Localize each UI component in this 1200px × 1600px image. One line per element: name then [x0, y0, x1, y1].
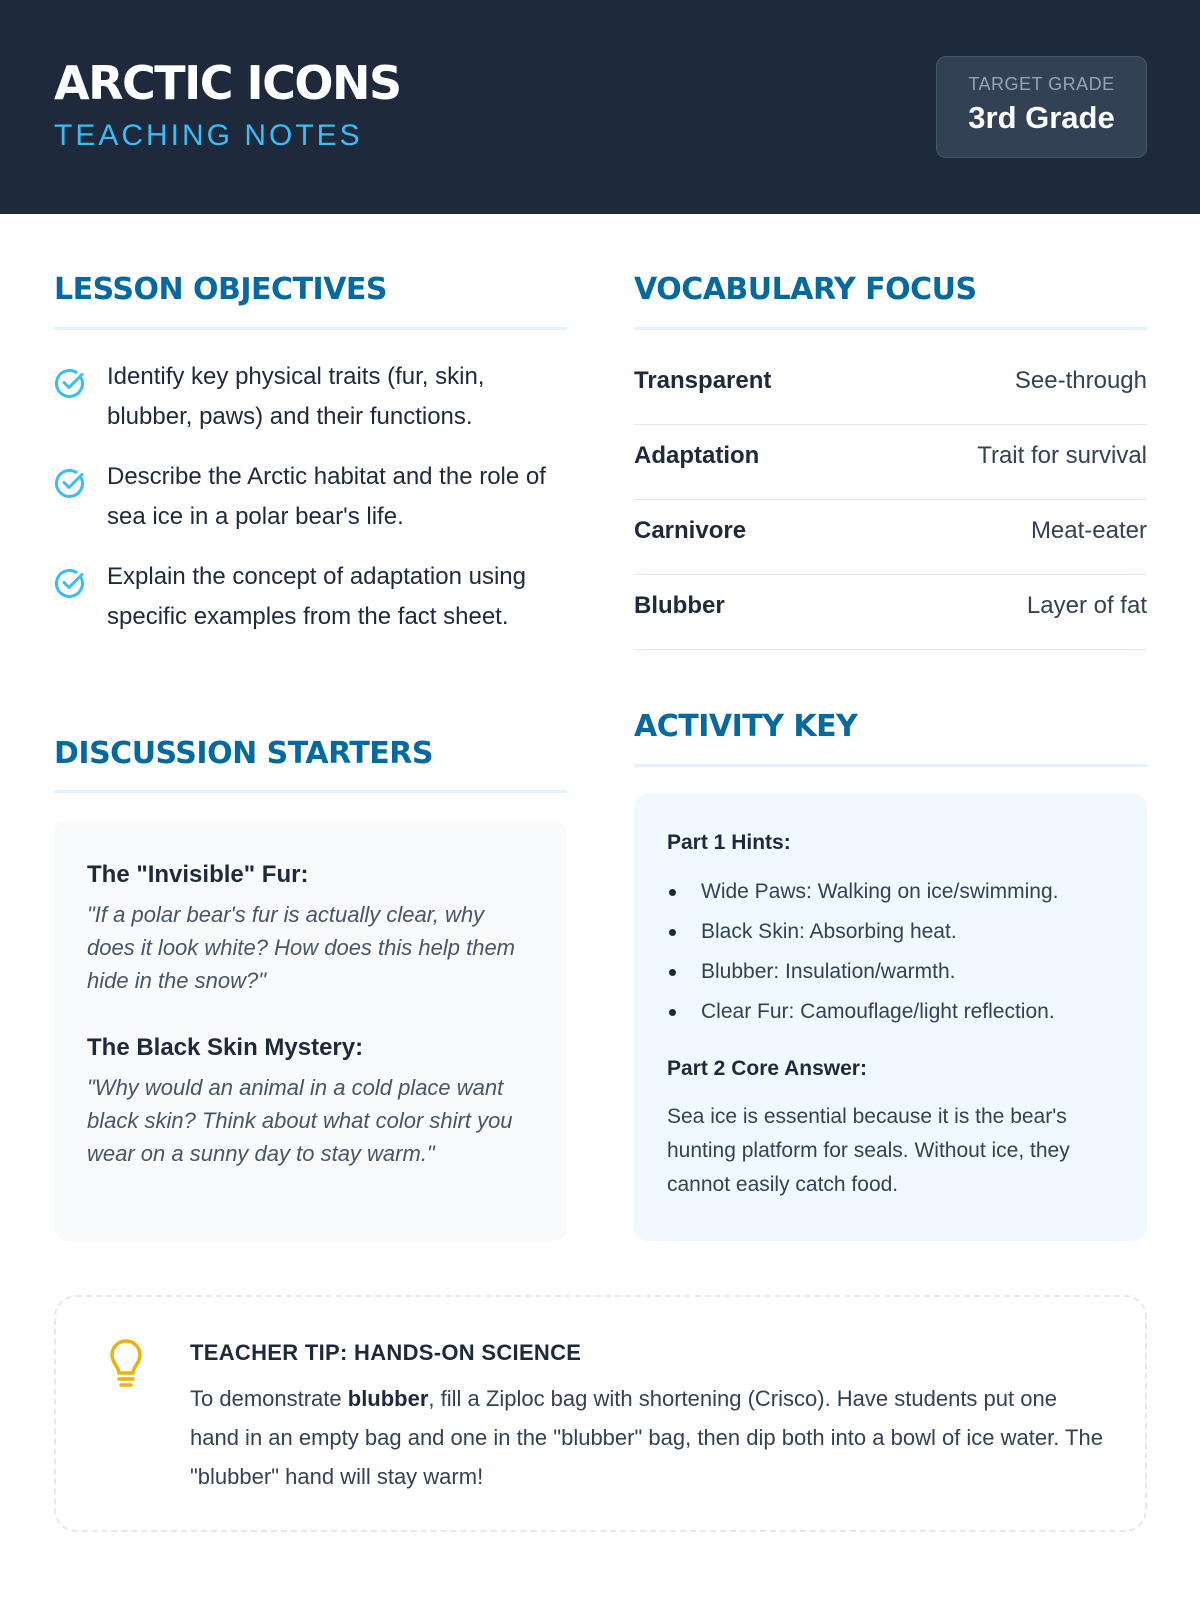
- lightbulb-icon: [106, 1339, 146, 1391]
- part2-heading: Part 2 Core Answer:: [667, 1057, 867, 1080]
- tip-text-before: To demonstrate: [190, 1386, 348, 1411]
- vocab-row: [634, 500, 1147, 575]
- target-grade-badge: [936, 56, 1147, 158]
- hints-list: [667, 872, 1127, 1032]
- target-grade-value: 3rd Grade: [968, 100, 1115, 135]
- vocab-term: Transparent: [634, 367, 772, 394]
- activity-key-card: [634, 794, 1147, 1241]
- page-header: [0, 0, 1200, 214]
- tip-text-bold: blubber: [347, 1386, 429, 1411]
- page-subtitle: TEACHING NOTES: [54, 119, 363, 152]
- hint-item: Clear Fur: Camouflage/light reflection.: [667, 992, 1127, 1032]
- lesson-objectives-heading: LESSON OBJECTIVES: [54, 272, 388, 307]
- discussion-quote: "Why would an animal in a cold place want black skin? Think about what color shirt you wear on a sunny day to stay warm.": [87, 1075, 513, 1166]
- objective-text: Describe the Arctic habitat and the role of sea ice in a polar bear's life.: [107, 463, 546, 530]
- vocab-definition: Meat-eater: [1030, 517, 1147, 544]
- discussion-quote: "If a polar bear's fur is actually clear, why does it look white? How does this help them hide in the snow?": [87, 902, 516, 993]
- teacher-tip-text: [190, 1379, 1110, 1496]
- vocab-definition: Layer of fat: [1026, 592, 1147, 619]
- check-circle-icon: [54, 467, 86, 499]
- discussion-starters-heading: DISCUSSION STARTERS: [54, 736, 434, 771]
- discussion-starters-divider: [54, 790, 567, 793]
- teacher-tip-card: [54, 1295, 1147, 1532]
- vocab-term: Adaptation: [634, 442, 760, 469]
- page-title: ARCTIC ICONS: [54, 56, 401, 110]
- lesson-objectives-divider: [54, 327, 567, 330]
- objective-text: Identify key physical traits (fur, skin, blubber, paws) and their functions.: [107, 363, 485, 430]
- discussion-card: [54, 820, 567, 1241]
- objective-text: Explain the concept of adaptation using specific examples from the fact sheet.: [107, 563, 526, 630]
- part2-answer: Sea ice is essential because it is the bear's hunting platform for seals. Without ice, they cannot easily catch food.: [667, 1105, 1070, 1196]
- vocab-definition: See-through: [1014, 367, 1147, 394]
- activity-key-divider: [634, 764, 1147, 767]
- part1-heading: Part 1 Hints:: [667, 831, 791, 854]
- vocabulary-focus-heading: VOCABULARY FOCUS: [634, 272, 977, 307]
- check-circle-icon: [54, 367, 86, 399]
- vocab-row: [634, 425, 1147, 500]
- discussion-title: The Black Skin Mystery:: [87, 1034, 364, 1061]
- vocab-term: Blubber: [634, 592, 725, 619]
- target-grade-label: TARGET GRADE: [968, 74, 1115, 94]
- teacher-tip-title: TEACHER TIP: HANDS-ON SCIENCE: [190, 1340, 582, 1365]
- check-circle-icon: [54, 567, 86, 599]
- discussion-title: The "Invisible" Fur:: [87, 861, 309, 888]
- hint-item: Wide Paws: Walking on ice/swimming.: [667, 872, 1127, 912]
- hint-item: Blubber: Insulation/warmth.: [667, 952, 1127, 992]
- hint-item: Black Skin: Absorbing heat.: [667, 912, 1127, 952]
- activity-key-heading: ACTIVITY KEY: [634, 709, 858, 744]
- tip-text-after: , fill a Ziploc bag with shortening (Crisco). Have students put one hand in an empty bag and one in the "blubber" bag, then dip both into a bowl of ice water. The "blubber" hand will stay warm!: [190, 1386, 1103, 1489]
- vocab-term: Carnivore: [634, 517, 747, 544]
- vocab-definition: Trait for survival: [977, 442, 1147, 469]
- vocab-row: [634, 575, 1147, 650]
- vocabulary-focus-divider: [634, 327, 1147, 330]
- vocab-row: [634, 350, 1147, 425]
